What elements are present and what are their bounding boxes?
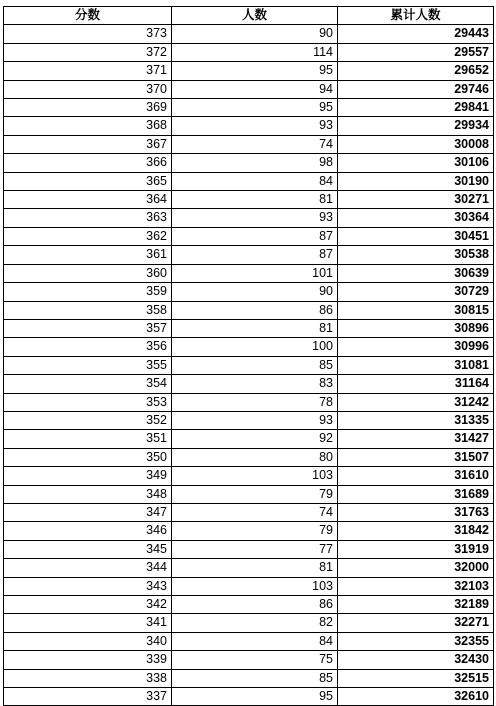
- score-cell: 359: [4, 283, 172, 301]
- table-row: [4, 577, 494, 595]
- table-row: [4, 522, 494, 540]
- score-cell: 338: [4, 669, 172, 687]
- cumulative-cell: 31610: [338, 467, 494, 485]
- score-cell: 348: [4, 485, 172, 503]
- score-cell: 345: [4, 540, 172, 558]
- score-cell: 355: [4, 356, 172, 374]
- table-row: [4, 25, 494, 43]
- table-row: [4, 467, 494, 485]
- cumulative-cell: 31842: [338, 522, 494, 540]
- table-row: [4, 559, 494, 577]
- count-cell: 98: [172, 154, 338, 172]
- count-cell: 78: [172, 393, 338, 411]
- score-cell: 363: [4, 209, 172, 227]
- score-cell: 367: [4, 135, 172, 153]
- cumulative-cell: 30190: [338, 172, 494, 190]
- table-body: [4, 25, 494, 706]
- table-row: [4, 393, 494, 411]
- count-cell: 81: [172, 191, 338, 209]
- table-header: [4, 7, 494, 25]
- count-cell: 103: [172, 467, 338, 485]
- cumulative-cell: 30729: [338, 283, 494, 301]
- cumulative-cell: 30815: [338, 301, 494, 319]
- cumulative-cell: 30996: [338, 338, 494, 356]
- table-row: [4, 356, 494, 374]
- cumulative-cell: 31164: [338, 375, 494, 393]
- cumulative-cell: 32103: [338, 577, 494, 595]
- table-row: [4, 154, 494, 172]
- table-row: [4, 43, 494, 61]
- table-row: [4, 319, 494, 337]
- cumulative-cell: 32355: [338, 632, 494, 650]
- cumulative-cell: 32515: [338, 669, 494, 687]
- count-cell: 75: [172, 651, 338, 669]
- table-row: [4, 209, 494, 227]
- score-cell: 353: [4, 393, 172, 411]
- cumulative-cell: 31689: [338, 485, 494, 503]
- table-row: [4, 614, 494, 632]
- cumulative-cell: 29934: [338, 117, 494, 135]
- count-cell: 93: [172, 209, 338, 227]
- score-cell: 365: [4, 172, 172, 190]
- cumulative-cell: 29557: [338, 43, 494, 61]
- score-cell: 346: [4, 522, 172, 540]
- count-cell: 94: [172, 80, 338, 98]
- cumulative-cell: 32430: [338, 651, 494, 669]
- table-row: [4, 191, 494, 209]
- score-cell: 354: [4, 375, 172, 393]
- cumulative-cell: 29841: [338, 99, 494, 117]
- cumulative-cell: 31507: [338, 448, 494, 466]
- table-row: [4, 596, 494, 614]
- score-cell: 368: [4, 117, 172, 135]
- score-cell: 349: [4, 467, 172, 485]
- count-cell: 77: [172, 540, 338, 558]
- count-cell: 92: [172, 430, 338, 448]
- score-cell: 352: [4, 411, 172, 429]
- count-cell: 101: [172, 264, 338, 282]
- score-cell: 337: [4, 688, 172, 706]
- count-cell: 74: [172, 135, 338, 153]
- cumulative-cell: 30451: [338, 227, 494, 245]
- count-cell: 87: [172, 246, 338, 264]
- cumulative-cell: 32271: [338, 614, 494, 632]
- count-cell: 74: [172, 503, 338, 521]
- score-cell: 351: [4, 430, 172, 448]
- count-cell: 80: [172, 448, 338, 466]
- count-cell: 87: [172, 227, 338, 245]
- table-row: [4, 172, 494, 190]
- score-cell: 344: [4, 559, 172, 577]
- count-cell: 83: [172, 375, 338, 393]
- score-cell: 361: [4, 246, 172, 264]
- count-cell: 93: [172, 117, 338, 135]
- cumulative-cell: 29443: [338, 25, 494, 43]
- score-cell: 342: [4, 596, 172, 614]
- score-cell: 364: [4, 191, 172, 209]
- score-cell: 356: [4, 338, 172, 356]
- score-cell: 360: [4, 264, 172, 282]
- table-row: [4, 485, 494, 503]
- score-cell: 362: [4, 227, 172, 245]
- header-cumulative: 累计人数: [338, 7, 494, 25]
- cumulative-cell: 29746: [338, 80, 494, 98]
- table-row: [4, 540, 494, 558]
- cumulative-cell: 30364: [338, 209, 494, 227]
- score-cell: 358: [4, 301, 172, 319]
- score-cell: 340: [4, 632, 172, 650]
- table-row: [4, 283, 494, 301]
- table-row: [4, 99, 494, 117]
- table-row: [4, 632, 494, 650]
- table-row: [4, 338, 494, 356]
- score-table: [3, 6, 494, 706]
- table-row: [4, 301, 494, 319]
- cumulative-cell: 31763: [338, 503, 494, 521]
- table-row: [4, 688, 494, 706]
- score-cell: 341: [4, 614, 172, 632]
- count-cell: 100: [172, 338, 338, 356]
- cumulative-cell: 31335: [338, 411, 494, 429]
- count-cell: 93: [172, 411, 338, 429]
- cumulative-cell: 30008: [338, 135, 494, 153]
- score-cell: 350: [4, 448, 172, 466]
- table-row: [4, 503, 494, 521]
- count-cell: 84: [172, 172, 338, 190]
- table-row: [4, 80, 494, 98]
- count-cell: 81: [172, 559, 338, 577]
- table-row: [4, 117, 494, 135]
- table-row: [4, 669, 494, 687]
- count-cell: 85: [172, 669, 338, 687]
- count-cell: 95: [172, 688, 338, 706]
- score-distribution-sheet: [3, 6, 493, 706]
- count-cell: 79: [172, 522, 338, 540]
- table-row: [4, 411, 494, 429]
- header-row: [4, 7, 494, 25]
- header-count: 人数: [172, 7, 338, 25]
- count-cell: 79: [172, 485, 338, 503]
- cumulative-cell: 31242: [338, 393, 494, 411]
- cumulative-cell: 30271: [338, 191, 494, 209]
- count-cell: 95: [172, 99, 338, 117]
- table-row: [4, 246, 494, 264]
- score-cell: 369: [4, 99, 172, 117]
- table-row: [4, 135, 494, 153]
- table-row: [4, 651, 494, 669]
- table-row: [4, 430, 494, 448]
- table-row: [4, 227, 494, 245]
- score-cell: 366: [4, 154, 172, 172]
- score-cell: 372: [4, 43, 172, 61]
- count-cell: 90: [172, 25, 338, 43]
- count-cell: 103: [172, 577, 338, 595]
- score-cell: 347: [4, 503, 172, 521]
- score-cell: 357: [4, 319, 172, 337]
- count-cell: 90: [172, 283, 338, 301]
- header-score: 分数: [4, 7, 172, 25]
- cumulative-cell: 31427: [338, 430, 494, 448]
- count-cell: 81: [172, 319, 338, 337]
- table-row: [4, 448, 494, 466]
- cumulative-cell: 31919: [338, 540, 494, 558]
- cumulative-cell: 32610: [338, 688, 494, 706]
- score-cell: 373: [4, 25, 172, 43]
- score-cell: 339: [4, 651, 172, 669]
- count-cell: 84: [172, 632, 338, 650]
- score-cell: 343: [4, 577, 172, 595]
- count-cell: 85: [172, 356, 338, 374]
- score-cell: 371: [4, 62, 172, 80]
- count-cell: 86: [172, 301, 338, 319]
- cumulative-cell: 29652: [338, 62, 494, 80]
- score-cell: 370: [4, 80, 172, 98]
- count-cell: 114: [172, 43, 338, 61]
- cumulative-cell: 30896: [338, 319, 494, 337]
- count-cell: 82: [172, 614, 338, 632]
- count-cell: 95: [172, 62, 338, 80]
- cumulative-cell: 32000: [338, 559, 494, 577]
- cumulative-cell: 30106: [338, 154, 494, 172]
- table-row: [4, 62, 494, 80]
- table-row: [4, 264, 494, 282]
- cumulative-cell: 31081: [338, 356, 494, 374]
- cumulative-cell: 32189: [338, 596, 494, 614]
- table-row: [4, 375, 494, 393]
- cumulative-cell: 30538: [338, 246, 494, 264]
- cumulative-cell: 30639: [338, 264, 494, 282]
- count-cell: 86: [172, 596, 338, 614]
